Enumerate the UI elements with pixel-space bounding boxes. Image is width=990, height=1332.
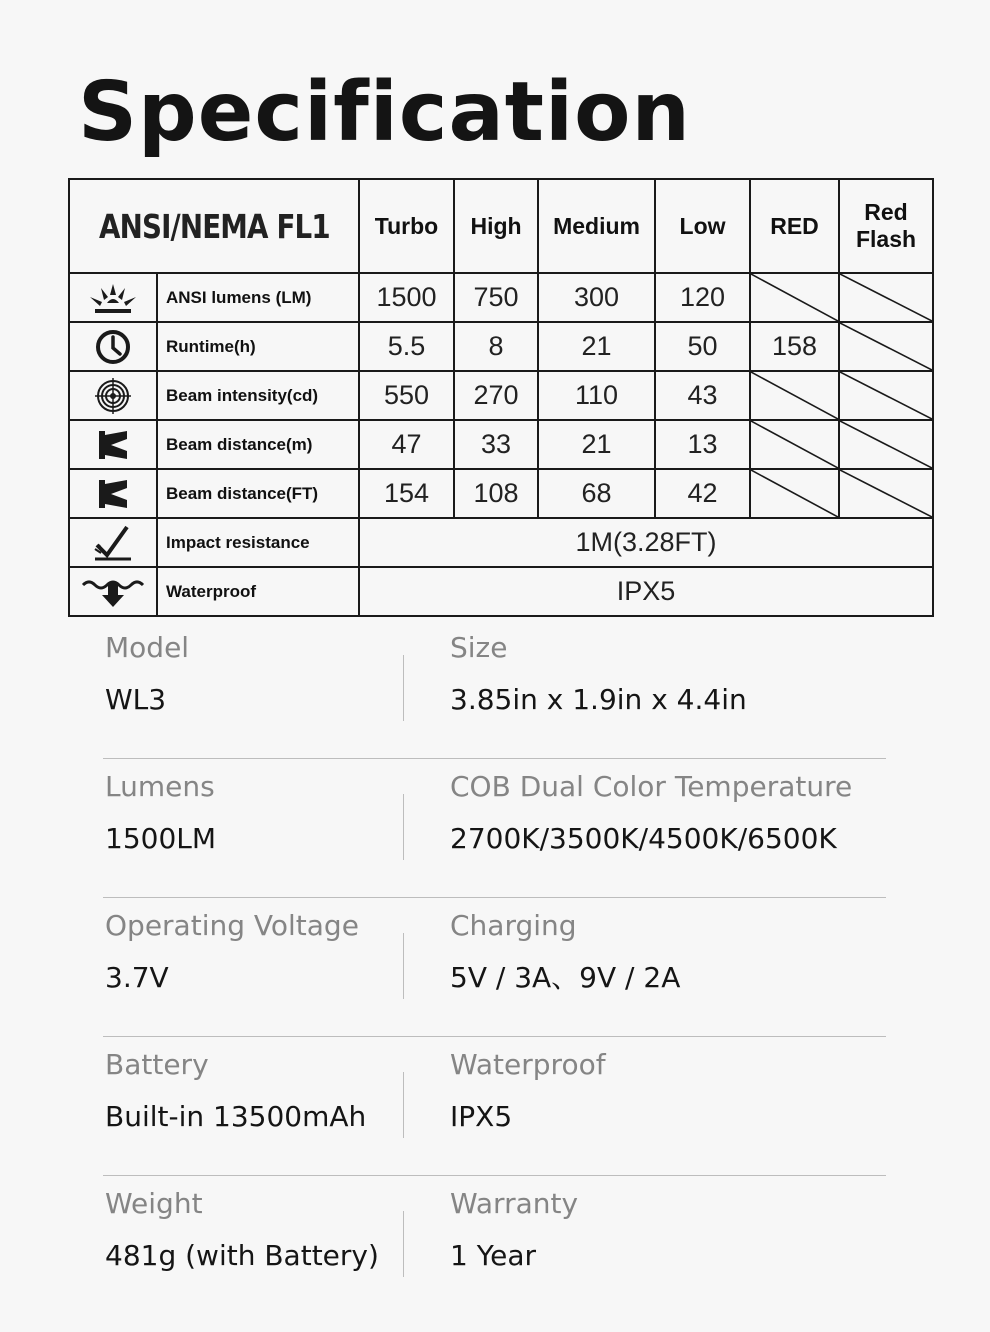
spec-value: WL3: [105, 683, 167, 716]
cell-value: 33: [454, 420, 538, 469]
cell-value: 21: [538, 420, 655, 469]
cell-value: 110: [538, 371, 655, 420]
cell-value: IPX5: [359, 567, 933, 616]
divider: [403, 933, 404, 999]
cell-value: 68: [538, 469, 655, 518]
spec-item: [450, 620, 747, 716]
empty-cell: [839, 273, 933, 322]
spec-list: [103, 620, 886, 1314]
row-label: Beam intensity(cd): [157, 371, 359, 420]
mode-header: High: [454, 179, 538, 273]
spec-row: [103, 1037, 886, 1176]
spec-key: COB Dual Color Temperature: [450, 770, 853, 803]
table-row: [69, 469, 933, 518]
spec-key: Charging: [450, 909, 577, 942]
cell-value: 13: [655, 420, 750, 469]
cell-value: 43: [655, 371, 750, 420]
spec-key: Operating Voltage: [105, 909, 359, 942]
empty-cell: [839, 469, 933, 518]
table-row: [69, 420, 933, 469]
cell-value: 158: [750, 322, 839, 371]
spec-key: Warranty: [450, 1187, 579, 1220]
impact-icon: [69, 518, 157, 567]
spec-key: Lumens: [105, 770, 215, 803]
mode-header: Red Flash: [839, 179, 933, 273]
spec-item: [105, 620, 189, 716]
mode-header: Low: [655, 179, 750, 273]
table-header-row: [69, 179, 933, 273]
spec-item: [105, 898, 359, 994]
cell-value: 154: [359, 469, 454, 518]
spec-value: 3.7V: [105, 961, 169, 994]
spec-item: [105, 1037, 366, 1133]
row-label: Impact resistance: [157, 518, 359, 567]
spec-value: 1500LM: [105, 822, 217, 855]
beam-icon: [69, 420, 157, 469]
row-label: ANSI lumens (LM): [157, 273, 359, 322]
spec-row: [103, 620, 886, 759]
empty-cell: [750, 371, 839, 420]
row-label: Beam distance(m): [157, 420, 359, 469]
spec-item: [105, 1176, 379, 1272]
beam-icon: [69, 469, 157, 518]
divider: [403, 655, 404, 721]
spec-value: 1 Year: [450, 1239, 536, 1272]
row-label: Beam distance(FT): [157, 469, 359, 518]
cell-value: 750: [454, 273, 538, 322]
cell-value: 300: [538, 273, 655, 322]
empty-cell: [839, 420, 933, 469]
empty-cell: [750, 469, 839, 518]
cell-value: 1M(3.28FT): [359, 518, 933, 567]
table-row: [69, 567, 933, 616]
spec-row: [103, 898, 886, 1037]
spec-key: Battery: [105, 1048, 209, 1081]
table-row: [69, 518, 933, 567]
table-row: [69, 371, 933, 420]
empty-cell: [839, 322, 933, 371]
spec-item: [450, 759, 852, 855]
spec-value: 481g (with Battery): [105, 1239, 379, 1272]
cell-value: 8: [454, 322, 538, 371]
empty-cell: [750, 420, 839, 469]
mode-header: Medium: [538, 179, 655, 273]
cell-value: 1500: [359, 273, 454, 322]
mode-header: RED: [750, 179, 839, 273]
divider: [403, 1211, 404, 1277]
cell-value: 5.5: [359, 322, 454, 371]
spec-row: [103, 759, 886, 898]
empty-cell: [839, 371, 933, 420]
spec-item: [450, 1037, 606, 1133]
clock-icon: [69, 322, 157, 371]
empty-cell: [750, 273, 839, 322]
cell-value: 270: [454, 371, 538, 420]
cell-value: 108: [454, 469, 538, 518]
table-row: [69, 273, 933, 322]
target-icon: [69, 371, 157, 420]
table-row: [69, 322, 933, 371]
page-title: Specification: [78, 65, 691, 160]
spec-key: Weight: [105, 1187, 203, 1220]
divider: [403, 1072, 404, 1138]
cell-value: 47: [359, 420, 454, 469]
spec-value: 5V / 3A、9V / 2A: [450, 961, 681, 994]
spec-item: [450, 898, 680, 994]
cell-value: 42: [655, 469, 750, 518]
cell-value: 550: [359, 371, 454, 420]
spec-value: 3.85in x 1.9in x 4.4in: [450, 683, 747, 716]
cell-value: 21: [538, 322, 655, 371]
table-corner-cell: [69, 179, 359, 273]
row-label: Waterproof: [157, 567, 359, 616]
mode-header: Turbo: [359, 179, 454, 273]
row-label: Runtime(h): [157, 322, 359, 371]
sunburst-icon: [69, 273, 157, 322]
spec-value: 2700K/3500K/4500K/6500K: [450, 822, 837, 855]
spec-value: Built-in 13500mAh: [105, 1100, 367, 1133]
spec-row: [103, 1176, 886, 1314]
cell-value: 120: [655, 273, 750, 322]
waterproof-icon: [69, 567, 157, 616]
spec-table: [68, 178, 934, 617]
spec-value: IPX5: [450, 1100, 513, 1133]
cell-value: 50: [655, 322, 750, 371]
spec-key: Waterproof: [450, 1048, 606, 1081]
ansi-nema-label: ANSI/NEMA FL1: [98, 206, 330, 246]
spec-item: [105, 759, 216, 855]
divider: [403, 794, 404, 860]
spec-key: Model: [105, 631, 190, 664]
spec-key: Size: [450, 631, 508, 664]
spec-item: [450, 1176, 578, 1272]
